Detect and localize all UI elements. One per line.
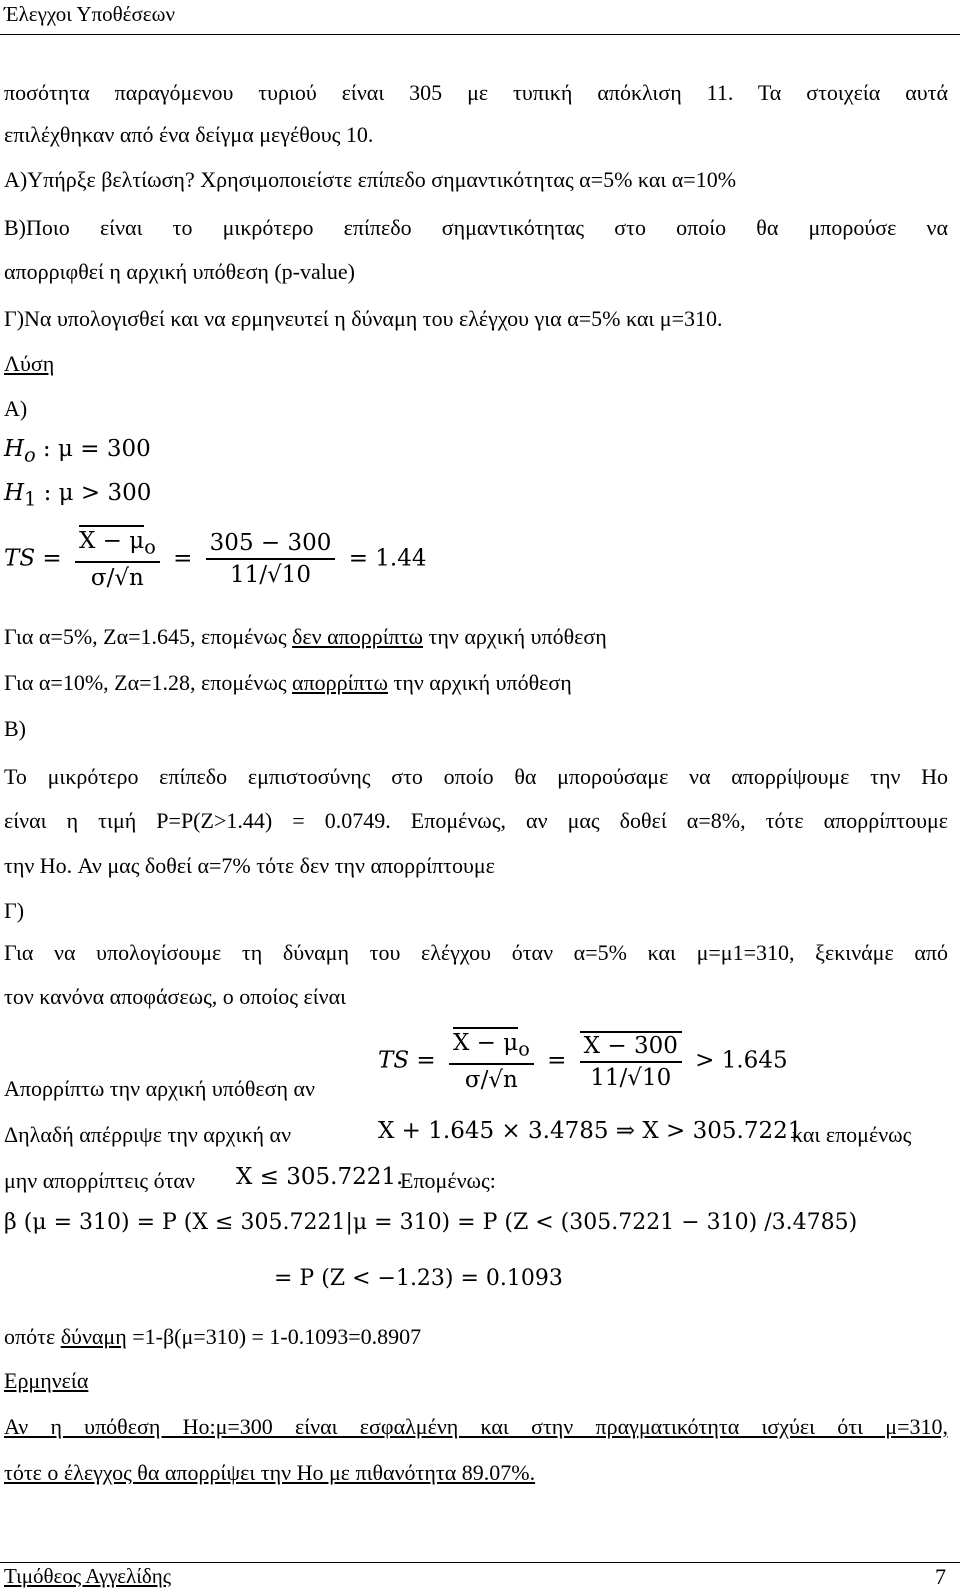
accept-region-label: μην απορρίπτεις όταν	[4, 1168, 195, 1193]
question-b-line-1: Β)Ποιο είναι το μικρότερο επίπεδο σημαντικότητας στο οποίο θα μπορούσε να	[4, 215, 948, 240]
reject-rule-text: Απορρίπτω την αρχική υπόθεση αν	[4, 1076, 315, 1101]
reject-threshold-suffix: και επομένως	[792, 1122, 912, 1147]
part-c-line-1: Για να υπολογίσουμε τη δύναμη του ελέγχου όταν α=5% και μ=μ1=310, ξεκινάμε από	[4, 940, 948, 965]
problem-line-1: ποσότητα παραγόμενου τυριού είναι 305 με τυπική απόκλιση 11. Τα στοιχεία αυτά	[4, 80, 948, 105]
header-rule	[0, 34, 960, 35]
interpretation-line-1: Αν η υπόθεση Ho:μ=300 είναι εσφαλμένη και στην πραγματικότητα ισχύει ότι μ=310,	[4, 1414, 948, 1439]
decision-rule-equation: TS = $\frac{X - \mu_o}{\sigma/√n}$ = $\frac{X - 300}{11/√10}$ > 1.645	[378, 1030, 788, 1093]
result-alpha-10: Για α=10%, Ζα=1.28, επομένως απορρίπτω την αρχική υπόθεση	[4, 670, 572, 695]
test-statistic-equation: TS = $\frac{X - \mu_o}{\sigma/√n}$ = $\frac{305 - 300}{11/√10}$ = 1.44	[4, 528, 426, 591]
part-b-label: Β)	[4, 716, 26, 741]
question-c: Γ)Να υπολογισθεί και να ερμηνευτεί η δύναμη του ελέγχου για α=5% και μ=310.	[4, 306, 723, 331]
beta-result-equation: = P (Z < −1.23) = 0.1093	[274, 1266, 563, 1291]
problem-line-2: επιλέχθηκαν από ένα δείγμα μεγέθους 10.	[4, 122, 374, 147]
part-a-label: Α)	[4, 396, 28, 421]
interpretation-line-2: τότε ο έλεγχος θα απορρίψει την Ho με πιθανότητα 89.07%.	[4, 1460, 536, 1485]
power-result: οπότε δύναμη =1-β(μ=310) = 1-0.1093=0.8907	[4, 1324, 422, 1349]
reject-threshold-equation: X + 1.645 × 3.4785 ⇒ X > 305.7221	[378, 1118, 803, 1144]
part-c-label: Γ)	[4, 898, 25, 923]
solution-title: Λύση	[4, 351, 55, 376]
part-b-line-3: την Ho. Αν μας δοθεί α=7% τότε δεν την απορρίπτουμε	[4, 853, 495, 878]
footer-author: Τιμόθεος Αγγελίδης	[4, 1564, 172, 1588]
question-a: Α)Υπήρξε βελτίωση? Χρησιμοποιείστε επίπεδο σημαντικότητας α=5% και α=10%	[4, 167, 737, 192]
page-number: 7	[935, 1564, 946, 1589]
alternative-hypothesis: $H_1$ : μ > 300	[4, 480, 152, 511]
accept-region-equation: X ≤ 305.7221.	[236, 1164, 404, 1190]
accept-region-suffix: Επομένως:	[400, 1168, 496, 1193]
question-b-line-2: απορριφθεί η αρχική υπόθεση (p-value)	[4, 259, 355, 284]
footer-rule	[0, 1562, 960, 1563]
part-b-line-2: είναι η τιμή P=P(Z>1.44) = 0.0749. Επομένως, αν μας δοθεί α=8%, τότε απορρίπτουμε	[4, 808, 948, 833]
interpretation-title: Ερμηνεία	[4, 1368, 89, 1393]
null-hypothesis: $H_o$ : μ = 300	[4, 436, 151, 467]
beta-equation: β (μ = 310) = P (X ≤ 305.7221|μ = 310) = P (Z < (305.7221 − 310) /3.4785)	[4, 1210, 858, 1235]
result-alpha-5: Για α=5%, Ζα=1.645, επομένως δεν απορρίπτω την αρχική υπόθεση	[4, 624, 607, 649]
reject-threshold-label: Δηλαδή απέρριψε την αρχική αν	[4, 1122, 292, 1147]
part-c-line-2: τον κανόνα αποφάσεως, ο οποίος είναι	[4, 984, 347, 1009]
running-header: Έλεγχοι Υποθέσεων	[4, 2, 175, 26]
part-b-line-1: Το μικρότερο επίπεδο εμπιστοσύνης στο οποίο θα μπορούσαμε να απορρίψουμε την Ho	[4, 764, 948, 789]
